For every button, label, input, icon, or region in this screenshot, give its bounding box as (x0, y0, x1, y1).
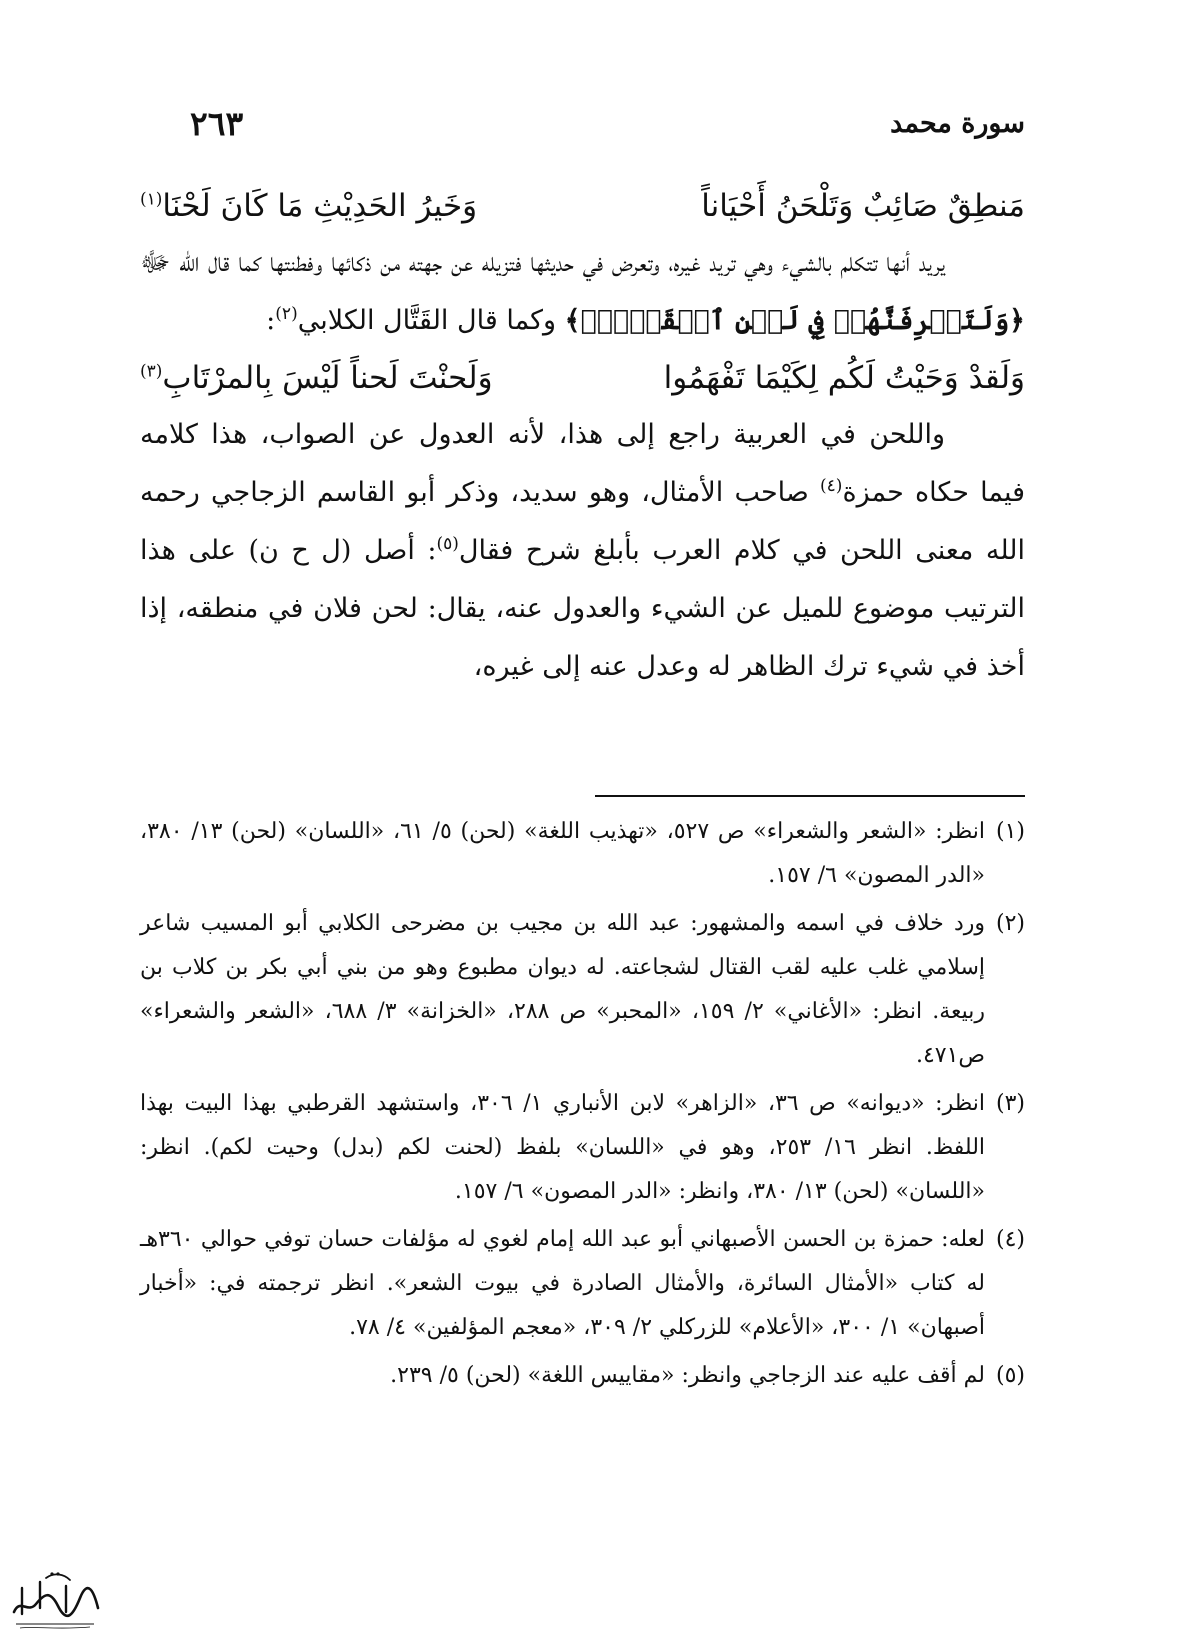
footnotes (140, 810, 1025, 1402)
paragraph-2-text-c: : أصل (ل ح ن) على هذا الترتيب موضوع للميل عن الشيء والعدول عنه، يقال: لحن فلان في منطقه، إذا أخذ في شيء ترك الظاهر له وعدل عنه إلى غيره، (140, 535, 1025, 682)
footnote-number: (١) (995, 819, 1025, 844)
footnote-5 (140, 1354, 1025, 1398)
paragraph-1-colon: : (266, 305, 276, 336)
footnote-4 (140, 1218, 1025, 1350)
page-number: ٢٦٣ (190, 104, 244, 143)
poetry-verse-2 (140, 350, 1025, 406)
footnote-text: لم أقف عليه عند الزجاجي وانظر: «مقاييس اللغة» (لحن) ٥/ ٢٣٩. (390, 1363, 985, 1388)
footnote-1 (140, 810, 1025, 898)
footnote-separator (595, 795, 1025, 797)
sura-title: سورة محمد (890, 108, 1025, 139)
paragraph-1 (140, 234, 1025, 350)
calligraphy-stamp-logo (6, 1568, 104, 1632)
poetry-verse-1 (140, 178, 1025, 234)
main-text (140, 178, 1025, 696)
verse-1-left-hemistich: وَخَيرُ الحَدِيْثِ مَا كَانَ لَحْنَا (162, 188, 478, 224)
verse-2-left-hemistich: وَلَحنْتَ لَحناً لَيْسَ بِالمرْتَابِ (162, 360, 493, 396)
footnote-ref-1[interactable]: (١) (140, 189, 163, 210)
verse-1-right-hemistich: مَنطِقٌ صَائِبٌ وَتَلْحَنُ أَحْيَاناً (701, 188, 1025, 224)
paragraph-1-text: يريد أنها تتكلم بالشيء وهي تريد غيره، وتعرض في حديثها فتزيله عن جهته من ذكائها وفطنتها كما قال الله ﷻ (140, 247, 945, 278)
footnote-number: (٢) (995, 911, 1025, 936)
paragraph-2 (140, 406, 1025, 696)
verse-2-right-hemistich: وَلَقدْ وَحَيْتُ لَكُم لِكَيْمَا تَفْهَمُوا (663, 360, 1025, 396)
footnote-number: (٣) (995, 1091, 1025, 1116)
footnote-3 (140, 1082, 1025, 1214)
paragraph-2-text-a: واللحن في العربية راجع إلى هذا، لأنه العدول عن الصواب، هذا كلامه فيما حكاه حمزة (140, 419, 1026, 508)
page-header (190, 104, 1025, 152)
footnote-number: (٤) (995, 1227, 1025, 1252)
footnote-text: ورد خلاف في اسمه والمشهور: عبد الله بن مجيب بن مضرحى الكلابي أبو المسيب شاعر إسلامي غلب عليه لقب القتال لشجاعته. له ديوان مطبوع وهو من بني أبي بكر بن كلاب بن ربيعة. انظر: «الأغاني» ٢/ ١٥٩، «المحبر» ص ٢٨٨، «الخزانة» ٣/ ٦٨٨، «الشعر والشعراء» ص٤٧١. (140, 911, 985, 1068)
footnote-text: انظر: «الشعر والشعراء» ص ٥٢٧، «تهذيب اللغة» (لحن) ٥/ ٦١، «اللسان» (لحن) ١٣/ ٣٨٠، «الدر المصون» ٦/ ١٥٧. (140, 819, 986, 888)
footnote-ref-4[interactable]: (٤) (820, 476, 843, 496)
verse-2-left-hemistich-wrap (140, 350, 493, 406)
footnote-text: انظر: «ديوانه» ص ٣٦، «الزاهر» لابن الأنباري ١/ ٣٠٦، واستشهد القرطبي بهذا البيت بهذا اللفظ. انظر ١٦/ ٢٥٣، وهو في «اللسان» بلفظ (لحنت لكم (بدل) وحيت لكم). انظر: «اللسان» (لحن) ١٣/ ٣٨٠، وانظر: «الدر المصون» ٦/ ١٥٧. (140, 1091, 986, 1204)
footnote-ref-3[interactable]: (٣) (140, 361, 163, 382)
footnote-ref-2[interactable]: (٢) (275, 304, 298, 324)
footnote-ref-5[interactable]: (٥) (436, 534, 459, 554)
paragraph-2-text-b: صاحب الأمثال، وهو سديد، وذكر أبو القاسم الزجاجي رحمه الله معنى اللحن في كلام العرب بأبلغ شرح فقال (140, 477, 1025, 566)
paragraph-1-text-b: وكما قال القَتَّال الكلابي (297, 305, 557, 336)
footnote-text: لعله: حمزة بن الحسن الأصبهاني أبو عبد الله إمام لغوي له مؤلفات حسان توفي حوالي ٣٦٠هـ له كتاب «الأمثال السائرة، والأمثال الصادرة في بيوت الشعر». انظر ترجمته في: «أخبار أصبهان» ١/ ٣٠٠، «الأعلام» للزركلي ٢/ ٣٠٩، «معجم المؤلفين» ٤/ ٧٨. (140, 1227, 985, 1340)
verse-1-left-hemistich-wrap (140, 178, 477, 234)
footnote-number: (٥) (995, 1363, 1025, 1388)
quran-verse: ﴿وَلَتَعۡرِفَنَّهُمۡ فِي لَحۡنِ ٱلۡقَوۡلِۚ﴾ (564, 305, 1025, 336)
footnote-2 (140, 902, 1025, 1078)
